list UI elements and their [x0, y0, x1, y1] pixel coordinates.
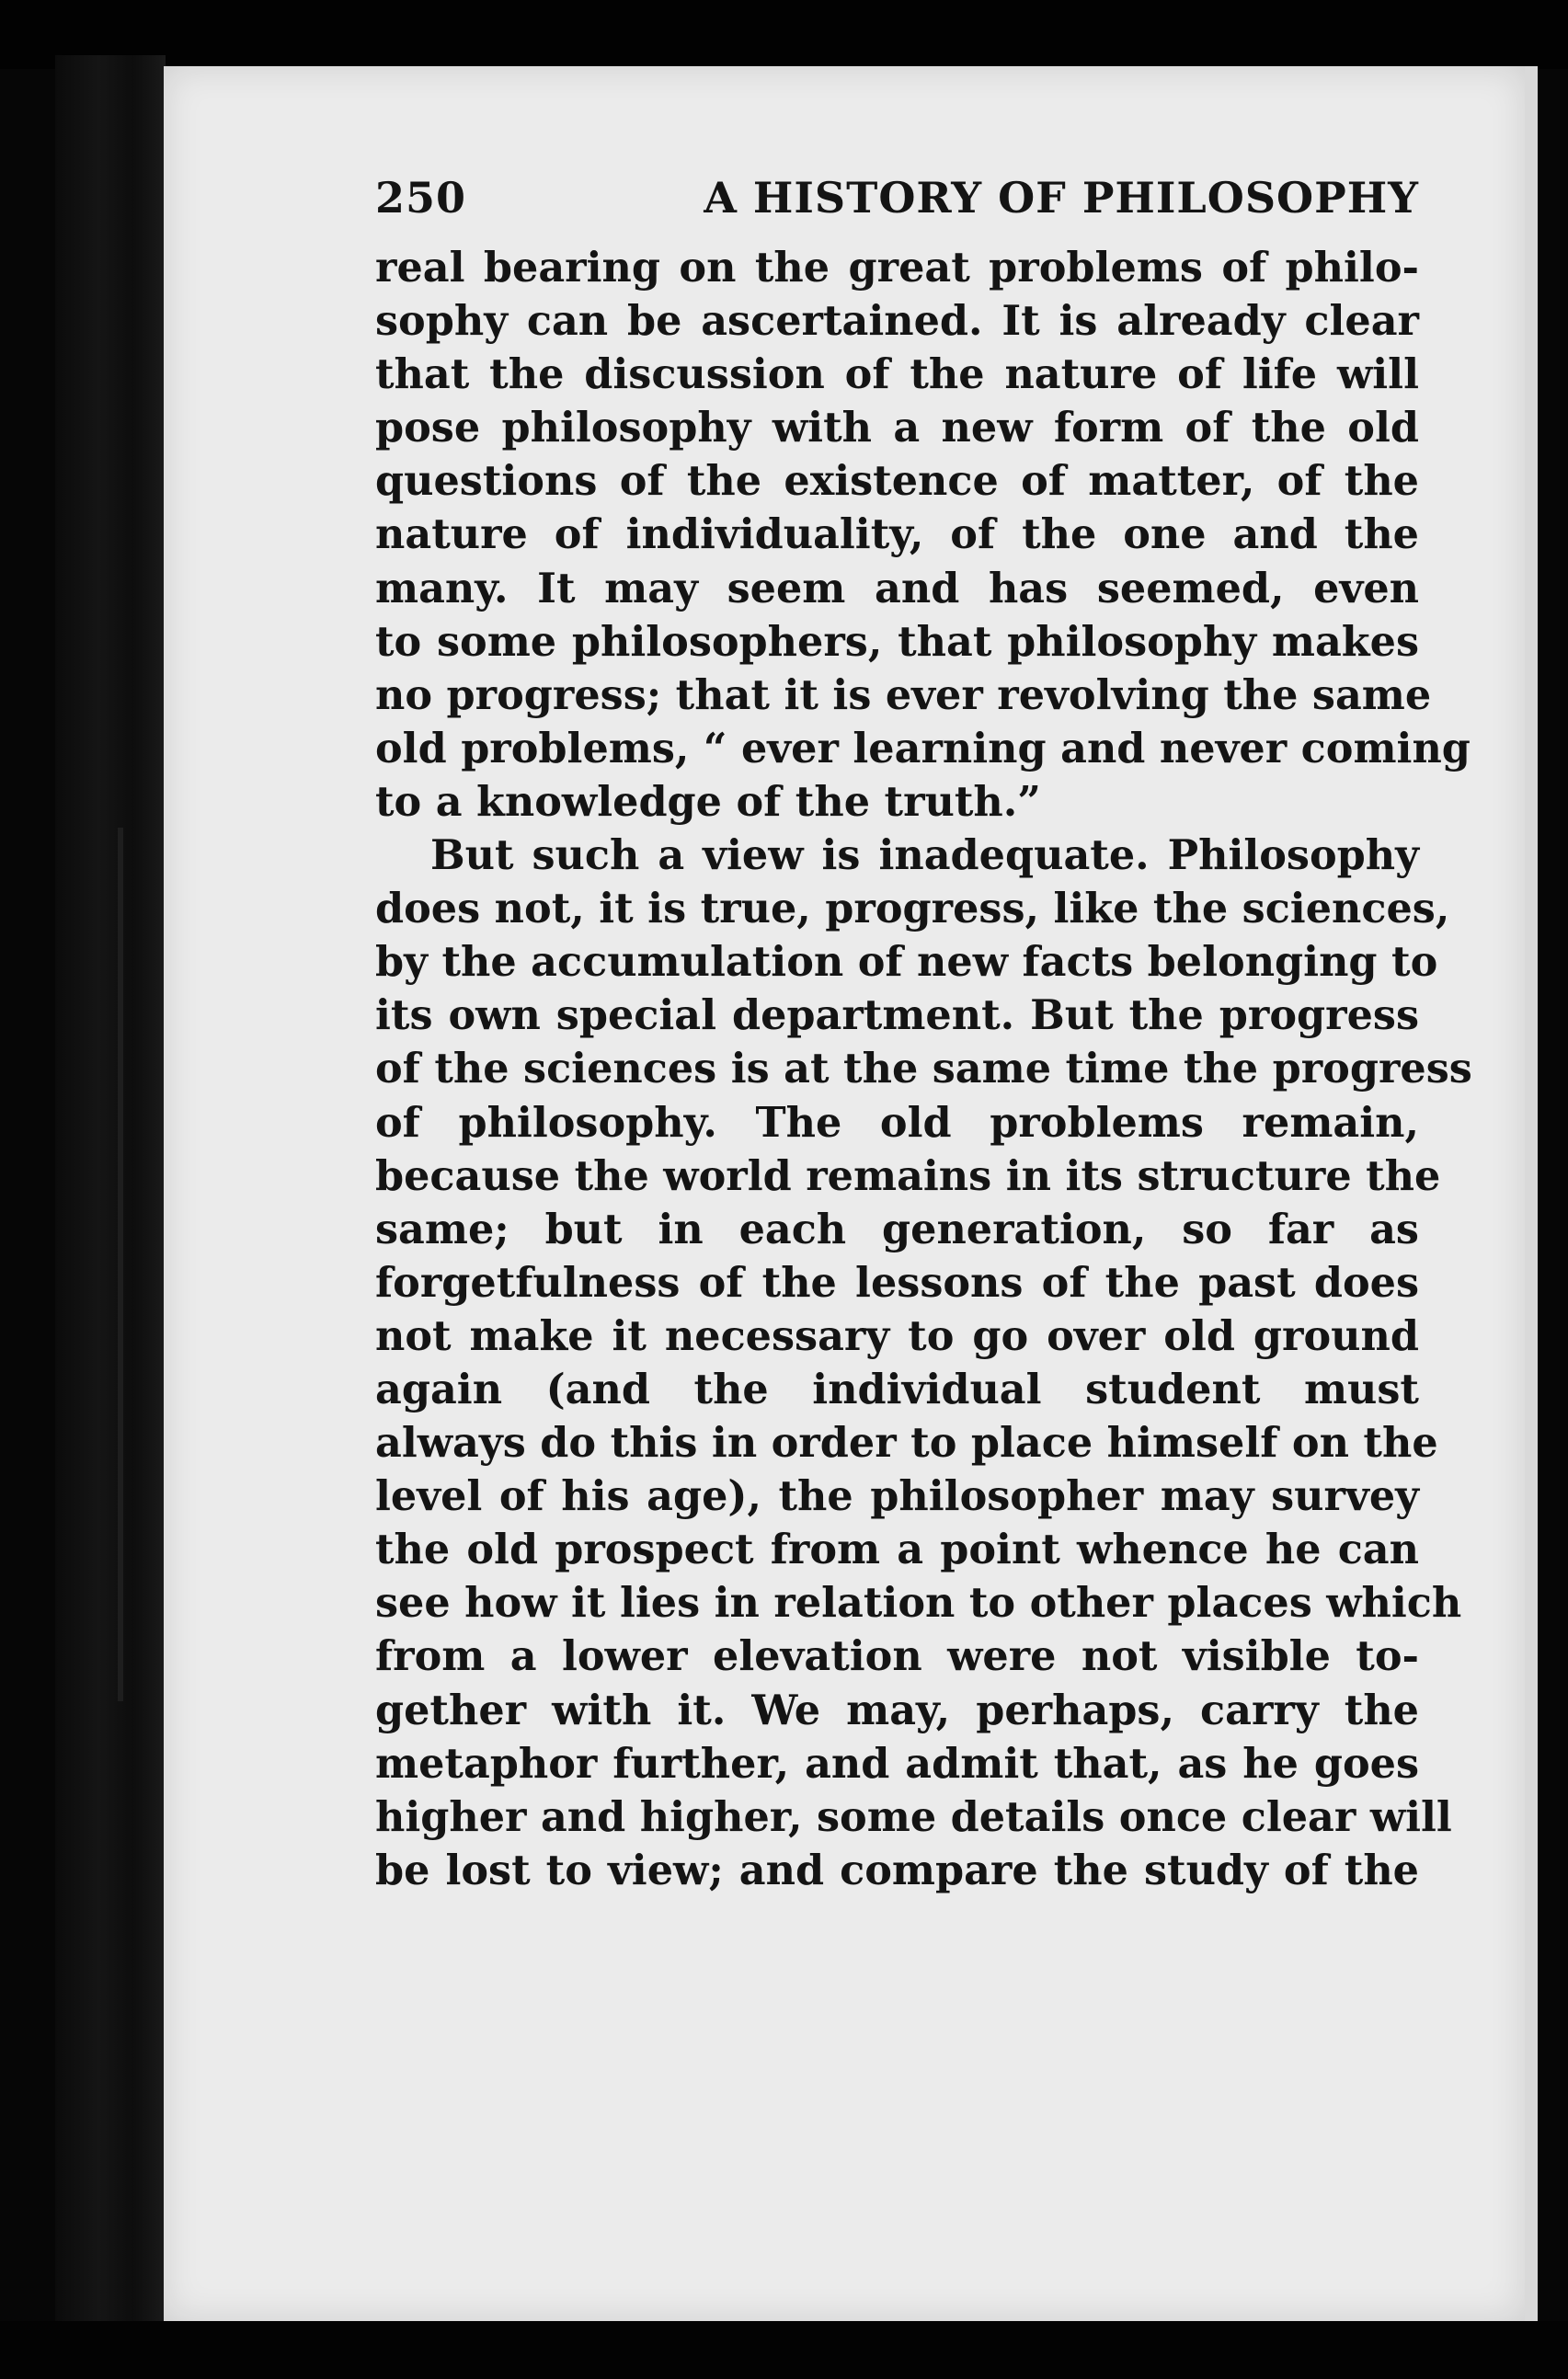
text-line: metaphor further, and admit that, as he goes: [375, 1739, 1419, 1788]
text-line: always do this in order to place himself on the: [375, 1419, 1438, 1468]
text-line: pose philosophy with a new form of the old: [375, 404, 1419, 452]
text-line: that the discussion of the nature of life will: [375, 350, 1419, 399]
text-line: its own special department. But the progress: [375, 991, 1419, 1040]
text-line: level of his age), the philosopher may survey: [375, 1472, 1419, 1521]
text-line: not make it necessary to go over old ground: [375, 1311, 1419, 1360]
scan-bottom-border: [0, 2321, 1568, 2379]
text-line: does not, it is true, progress, like the sciences,: [375, 885, 1450, 933]
scan-top-border: [0, 0, 1568, 69]
page-right-edge: [1525, 66, 1538, 2321]
text-line: many. It may seem and has seemed, even: [375, 564, 1419, 612]
text-line: nature of individuality, of the one and the: [375, 510, 1419, 559]
paragraph-first-line: But such a view is inadequate. Philosophy: [430, 831, 1419, 880]
text-line: again (and the individual student must: [375, 1365, 1419, 1413]
text-line: of philosophy. The old problems remain,: [375, 1098, 1419, 1147]
text-line: questions of the existence of matter, of the: [375, 457, 1419, 506]
page-text-block: [375, 156, 1472, 1897]
text-line: gether with it. We may, perhaps, carry the: [375, 1686, 1419, 1734]
text-line: old problems, “ ever learning and never coming: [375, 724, 1471, 772]
text-line: see how it lies in relation to other places which: [375, 1579, 1462, 1628]
text-line: real bearing on the great problems of philo-: [375, 244, 1419, 292]
text-line: be lost to view; and compare the study of the: [375, 1846, 1419, 1894]
text-line: by the accumulation of new facts belonging to: [375, 938, 1438, 987]
running-header: [375, 166, 1419, 230]
text-line: of the sciences is at the same time the progress: [375, 1045, 1472, 1093]
text-line: from a lower elevation were not visible to-: [375, 1632, 1419, 1681]
text-line: forgetfulness of the lessons of the past does: [375, 1258, 1419, 1307]
text-line: because the world remains in its structure the: [375, 1151, 1441, 1200]
text-line: sophy can be ascertained. It is already clear: [375, 297, 1419, 346]
text-line: the old prospect from a point whence he can: [375, 1526, 1419, 1574]
text-line: to some philosophers, that philosophy makes: [375, 617, 1419, 666]
running-head-title: A HISTORY OF PHILOSOPHY: [704, 173, 1419, 223]
book-spine-edge: [55, 55, 166, 2327]
page-number: 250: [375, 173, 467, 223]
text-line: higher and higher, some details once clear will: [375, 1792, 1452, 1841]
paragraph-end-line: to a knowledge of the truth.”: [375, 777, 1041, 826]
text-line: no progress; that it is ever revolving the same: [375, 670, 1432, 719]
book-spine-shadow: [118, 828, 123, 1701]
text-line: same; but in each generation, so far as: [375, 1205, 1419, 1253]
